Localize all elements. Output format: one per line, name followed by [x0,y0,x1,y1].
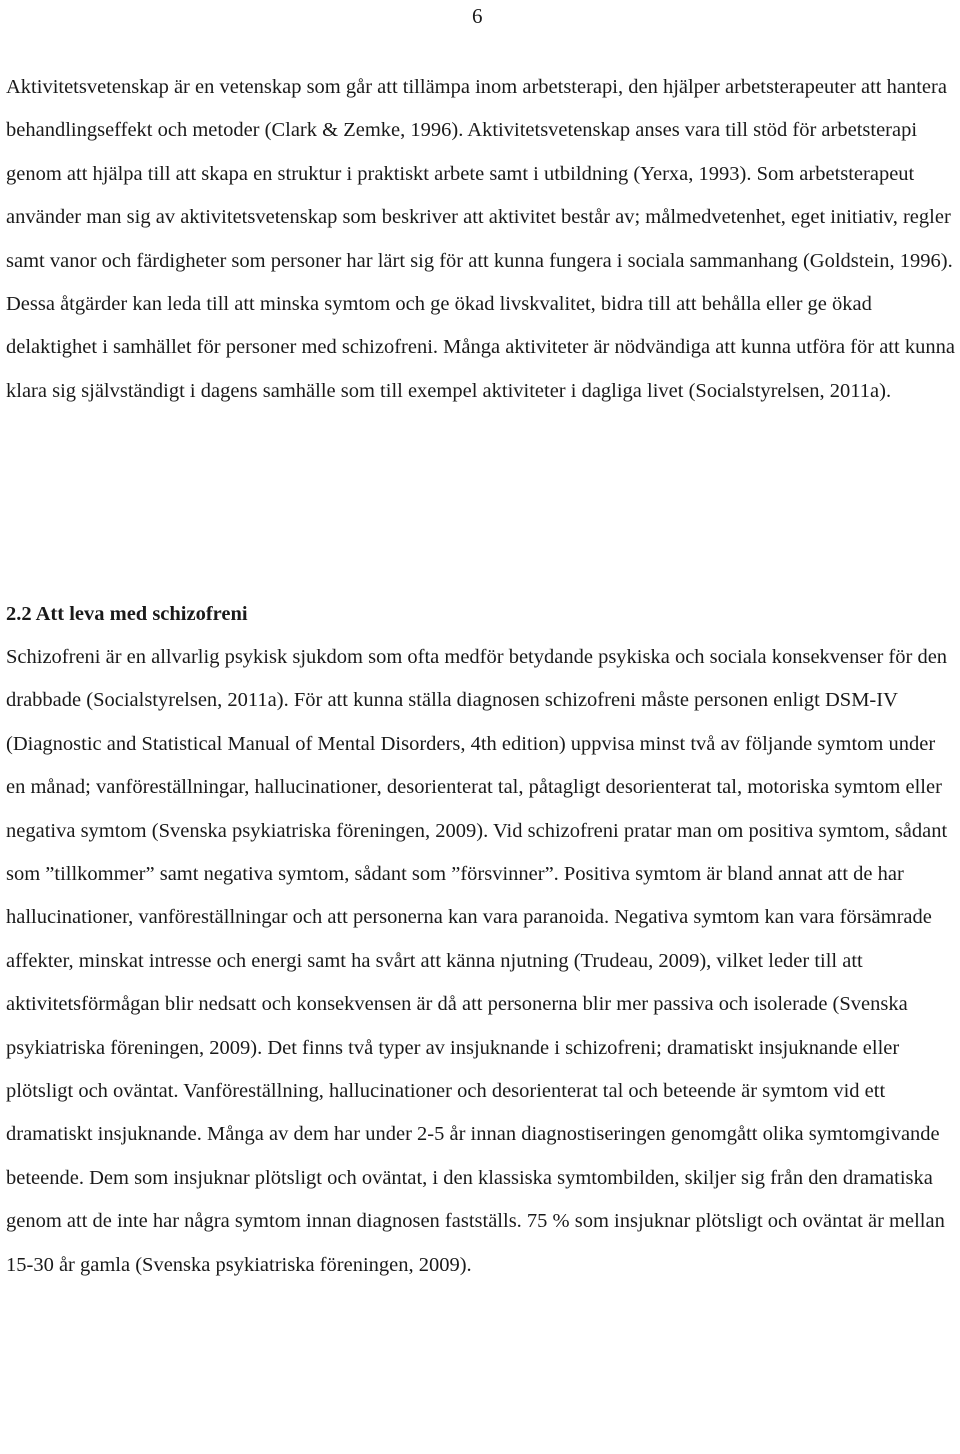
body-paragraph-intro: Aktivitetsvetenskap är en vetenskap som går att tillämpa inom arbetsterapi, den hjälper arbetsterapeuter att hantera behandlingseffekt och metoder (Clark & Zemke, 1996). Aktivitetsvetenskap anses vara till stöd för arbetsterapi genom att hjälpa till att skapa en struktur i praktiskt arbete samt i utbildning (Yerxa, 1993). Som arbetsterapeut använder man sig av aktivitetsvetenskap som beskriver att aktivitet består av; målmedvetenhet, eget initiativ, regler samt vanor och färdigheter som personer har lärt sig för att kunna fungera i sociala sammanhang (Goldstein, 1996). Dessa åtgärder kan leda till att minska symtom och ge ökad livskvalitet, bidra till att behålla eller ge ökad delaktighet i samhället för personer med schizofreni. Många aktiviteter är nödvändiga att kunna utföra för att kunna klara sig självständigt i dagens samhälle som till exempel aktiviteter i dagliga livet (Socialstyrelsen, 2011a). [6,76,955,402]
page-number: 6 [472,4,483,28]
section-heading: 2.2 Att leva med schizofreni [6,603,248,625]
body-paragraph-schizophrenia: Schizofreni är en allvarlig psykisk sjukdom som ofta medför betydande psykiska och sociala konsekvenser för den drabbade (Socialstyrelsen, 2011a). För att kunna ställa diagnosen schizofreni måste personen enligt DSM-IV (Diagnostic and Statistical Manual of Mental Disorders, 4th edition) uppvisa minst två av följande symtom under en månad; vanföreställningar, hallucinationer, desorienterat tal, påtagligt desorienterat tal, motoriska symtom eller negativa symtom (Svenska psykiatriska föreningen, 2009). Vid schizofreni pratar man om positiva symtom, sådant som ”tillkommer” samt negativa symtom, sådant som ”försvinner”. Positiva symtom är bland annat att de har hallucinationer, vanföreställningar och att personerna kan vara paranoida. Negativa symtom kan vara försämrade affekter, minskat intresse och energi samt ha svårt att känna njutning (Trudeau, 2009), vilket leder till att aktivitetsförmågan blir nedsatt och konsekvensen är då att personerna blir mer passiva och isolerade (Svenska psykiatriska föreningen, 2009). Det finns två typer av insjuknande i schizofreni; dramatiskt insjuknande eller plötsligt och oväntat. Vanföreställning, hallucinationer och desorienterat tal och beteende är symtom vid ett dramatiskt insjuknande. Många av dem har under 2-5 år innan diagnostiseringen genomgått olika symtomgivande beteende. Dem som insjuknar plötsligt och oväntat, i den klassiska symtombilden, skiljer sig från den dramatiska genom att de inte har några symtom innan diagnosen fastställs. 75 % som insjuknar plötsligt och oväntat är mellan 15-30 år gamla (Svenska psykiatriska föreningen, 2009). [6,646,948,1276]
